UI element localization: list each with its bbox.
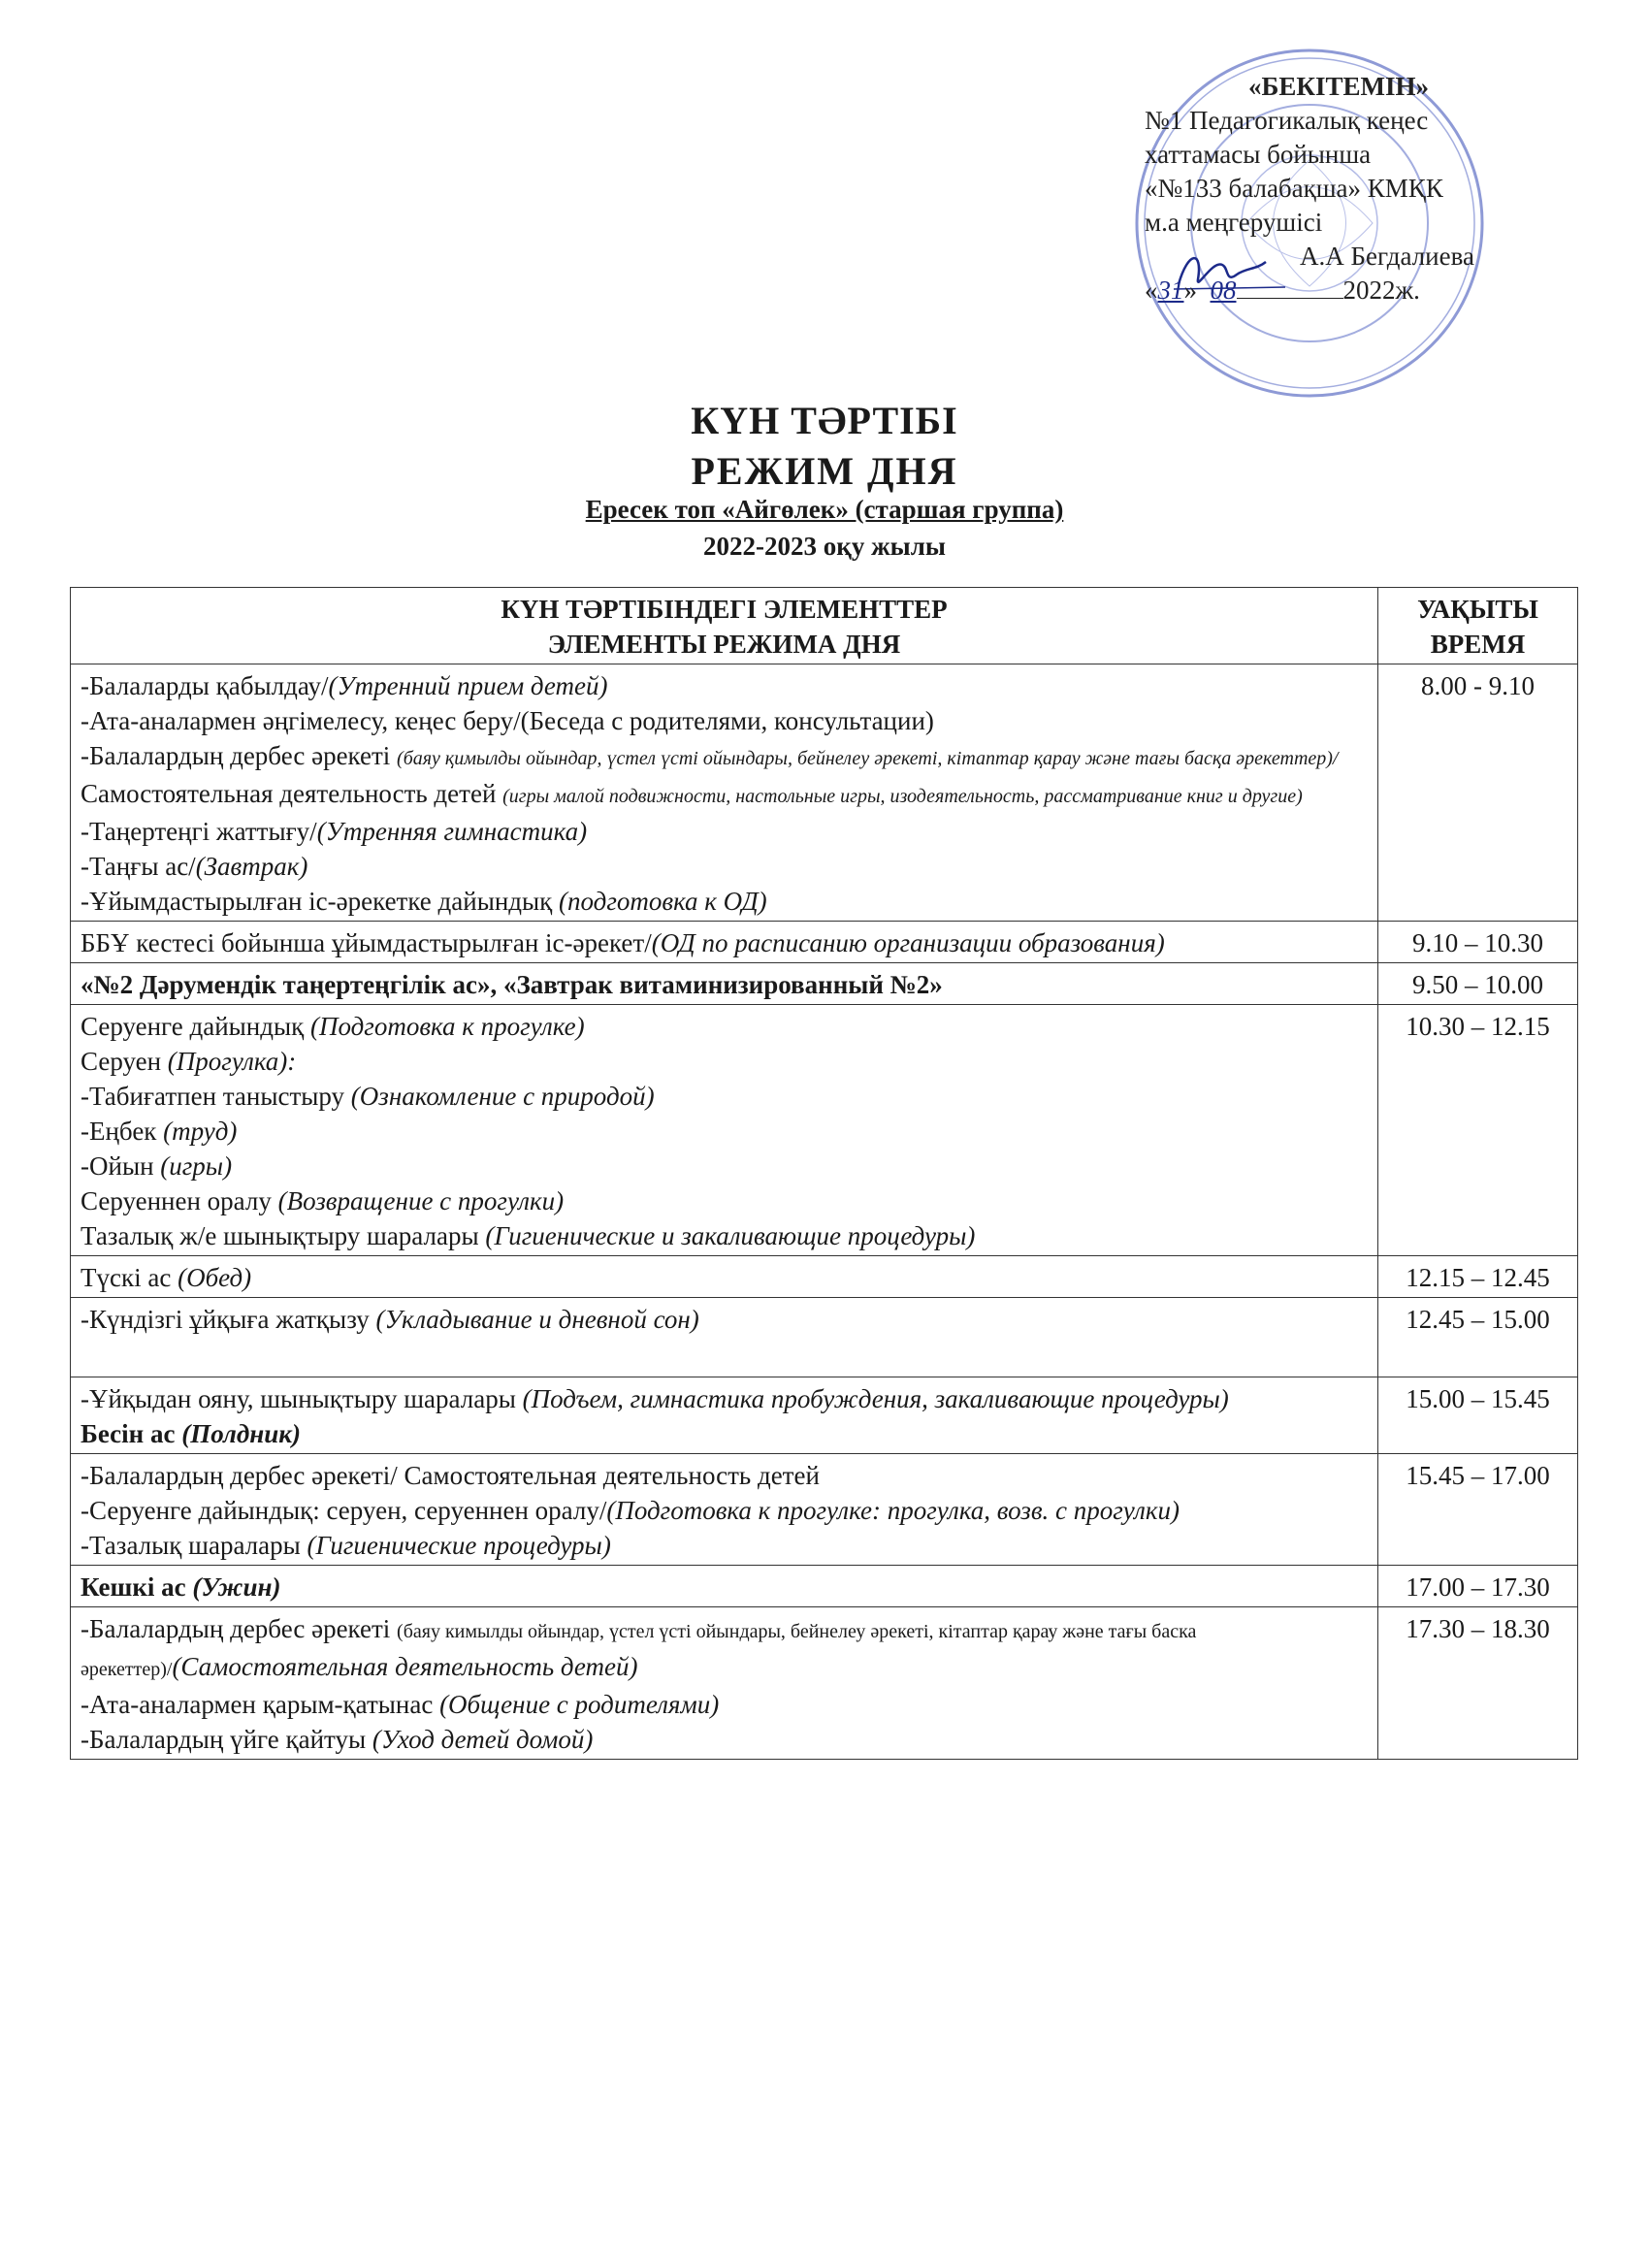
activity-text-ru: (Ужин) — [192, 1572, 281, 1602]
activity-text: -Балалардың дербес әрекеті — [81, 741, 398, 770]
approval-line: хаттамасы бойынша — [1145, 140, 1372, 169]
activity-cell: «№2 Дәрумендік таңертеңгілік ас», «Завтрак витаминизированный №2» — [71, 963, 1378, 1005]
table-row — [71, 1377, 1578, 1454]
date-month: 08 — [1210, 275, 1237, 305]
table-row — [71, 1256, 1578, 1298]
time-cell: 17.00 – 17.30 — [1378, 1566, 1578, 1607]
time-cell: 12.15 – 12.45 — [1378, 1256, 1578, 1298]
school-year: 2022-2023 оқу жылы — [703, 532, 946, 561]
activity-text: -Ата-аналармен қарым-қатынас — [81, 1690, 440, 1719]
activity-cell — [71, 922, 1378, 963]
activity-cell — [71, 1377, 1378, 1454]
approval-title: «БЕКІТЕМІН» — [1248, 72, 1429, 101]
activity-text: ББҰ кестесі бойынша ұйымдастырылған іс-әрекет/ — [81, 928, 652, 957]
col-elements-ru: ЭЛЕМЕНТЫ РЕЖИМА ДНЯ — [547, 630, 901, 659]
activity-text-ru: (Прогулка): — [167, 1047, 297, 1076]
activity-text: -Ата-аналармен әңгімелесу, кеңес беру/(Беседа с родителями, консультации) — [81, 706, 934, 735]
activity-text: -Таңғы ас/ — [81, 852, 196, 881]
activity-text: Серуен — [81, 1047, 168, 1076]
activity-text: Серуеннен оралу — [81, 1186, 278, 1215]
time-cell: 10.30 – 12.15 — [1378, 1005, 1578, 1256]
activity-cell — [71, 1298, 1378, 1377]
approval-signer-line — [1145, 240, 1571, 274]
activity-text-ru: (Утренняя гимнастика) — [316, 817, 588, 846]
activity-note: (баяу кимылды ойындар, үстел үсті ойындары, бейнелеу әрекеті, кітаптар қарау және тағы баска әрекеттер)/ — [81, 1621, 1197, 1680]
activity-text-ru: (Укладывание и дневной сон) — [375, 1305, 699, 1334]
activity-text: -Балалардың дербес әрекеті — [81, 1614, 398, 1643]
activity-text: -Еңбек — [81, 1117, 164, 1146]
group-name: Ересек топ «Айгөлек» (старшая группа) — [585, 495, 1064, 524]
approval-line: «№133 балабақша» КМҚК — [1145, 174, 1443, 203]
approval-line: №1 Педагогикалық кеңес — [1145, 106, 1429, 135]
table-row — [71, 1454, 1578, 1566]
activity-text: Серуенге дайындық — [81, 1012, 311, 1041]
activity-text: Түскі ас — [81, 1263, 178, 1292]
table-header-row — [71, 588, 1578, 664]
table-row — [71, 963, 1578, 1005]
time-cell: 17.30 – 18.30 — [1378, 1607, 1578, 1760]
activity-cell — [71, 1607, 1378, 1760]
date-day: 31 — [1157, 275, 1184, 305]
activity-text: -Табиғатпен таныстыру — [81, 1082, 351, 1111]
table-row — [71, 1607, 1578, 1760]
activity-text-ru: (Ознакомление с природой) — [350, 1082, 655, 1111]
approval-line: м.а меңгерушісі — [1145, 208, 1323, 237]
activity-text: -Балалардың үйге қайтуы — [81, 1725, 372, 1754]
col-elements-kz: КҮН ТӘРТІБІНДЕГІ ЭЛЕМЕНТТЕР — [501, 595, 948, 624]
activity-text-ru: (Подготовка к прогулке) — [310, 1012, 585, 1041]
time-cell: 15.45 – 17.00 — [1378, 1454, 1578, 1566]
activity-text-ru: (Гигиенические и закаливающие процедуры) — [485, 1221, 976, 1250]
activity-text: -Ұйқыдан ояну, шынықтыру шаралары — [81, 1384, 523, 1413]
table-row — [71, 922, 1578, 963]
time-cell: 8.00 - 9.10 — [1378, 664, 1578, 922]
activity-text-ru: (ОД по расписанию организации образования) — [651, 928, 1165, 957]
activity-text-ru: (Самостоятельная деятельность детей) — [172, 1652, 638, 1681]
activity-text-ru: (Подготовка к прогулке: прогулка, возв. с прогулки) — [606, 1496, 1180, 1525]
date-open: « — [1145, 275, 1158, 305]
col-time-kz: УАҚЫТЫ — [1417, 595, 1538, 624]
date-year: 2022ж. — [1342, 275, 1420, 305]
col-time-header — [1378, 588, 1578, 664]
activity-note: (баяу қимылды ойындар, үстел үсті ойындары, бейнелеу әрекеті, кітаптар қарау және тағы басқа әрекеттер)/ — [397, 748, 1339, 769]
activity-text-ru: (подготовка к ОД) — [559, 887, 767, 916]
activity-text-ru: (Завтрак) — [195, 852, 308, 881]
time-cell: 15.00 – 15.45 — [1378, 1377, 1578, 1454]
schedule-table — [70, 587, 1578, 1760]
activity-text-ru: (Уход детей домой) — [372, 1725, 594, 1754]
approval-block — [1145, 70, 1571, 308]
activity-text-ru: (Возвращение с прогулки) — [277, 1186, 565, 1215]
activity-text: -Күндізгі ұйқыға жатқызу — [81, 1305, 376, 1334]
activity-text-ru: (Подъем, гимнастика пробуждения, закаливающие процедуры) — [522, 1384, 1229, 1413]
activity-text: -Балаларды қабылдау/ — [81, 671, 329, 700]
time-cell: 9.10 – 10.30 — [1378, 922, 1578, 963]
activity-cell — [71, 1256, 1378, 1298]
table-row — [71, 664, 1578, 922]
activity-text-ru: (Обед) — [178, 1263, 252, 1292]
page-title-ru: РЕЖИМ ДНЯ — [691, 449, 958, 493]
approval-signer: А.А Бегдалиева — [1300, 242, 1474, 271]
activity-text: -Балалардың дербес әрекеті/ Самостоятельная деятельность детей — [81, 1461, 820, 1490]
table-row — [71, 1005, 1578, 1256]
activity-text: -Тазалық шаралары — [81, 1531, 307, 1560]
activity-text: Кешкі ас — [81, 1572, 193, 1602]
activity-text: -Таңертеңгі жаттығу/ — [81, 817, 317, 846]
col-time-ru: ВРЕМЯ — [1430, 630, 1526, 659]
activity-text-ru: (труд) — [163, 1117, 238, 1146]
activity-cell — [71, 1454, 1378, 1566]
activity-text: -Серуенге дайындық: серуен, серуеннен оралу/ — [81, 1496, 607, 1525]
activity-cell — [71, 1005, 1378, 1256]
activity-text-ru: Самостоятельная деятельность детей — [81, 779, 503, 808]
activity-text: Тазалық ж/е шынықтыру шаралары — [81, 1221, 486, 1250]
activity-text: -Ұйымдастырылған іс-әрекетке дайындық — [81, 887, 560, 916]
activity-text-ru: (Общение с родителями) — [439, 1690, 720, 1719]
page-title-kz: КҮН ТӘРТІБІ — [691, 399, 958, 442]
activity-text: -Ойын — [81, 1151, 161, 1181]
activity-text: Бесін ас — [81, 1419, 182, 1448]
approval-date — [1145, 274, 1571, 308]
activity-text-ru: (Утренний прием детей) — [328, 671, 608, 700]
activity-note: (игры малой подвижности, настольные игры, изодеятельность, рассматривание книг и другие) — [502, 786, 1303, 807]
activity-text-ru: (игры) — [160, 1151, 233, 1181]
table-row — [71, 1566, 1578, 1607]
time-cell: 12.45 – 15.00 — [1378, 1298, 1578, 1377]
activity-cell — [71, 1566, 1378, 1607]
date-sep: » — [1183, 275, 1197, 305]
table-row — [71, 1298, 1578, 1377]
time-cell: 9.50 – 10.00 — [1378, 963, 1578, 1005]
activity-cell — [71, 664, 1378, 922]
activity-text-ru: (Гигиенические процедуры) — [307, 1531, 611, 1560]
activity-text-ru: (Полдник) — [181, 1419, 301, 1448]
col-elements-header — [71, 588, 1378, 664]
